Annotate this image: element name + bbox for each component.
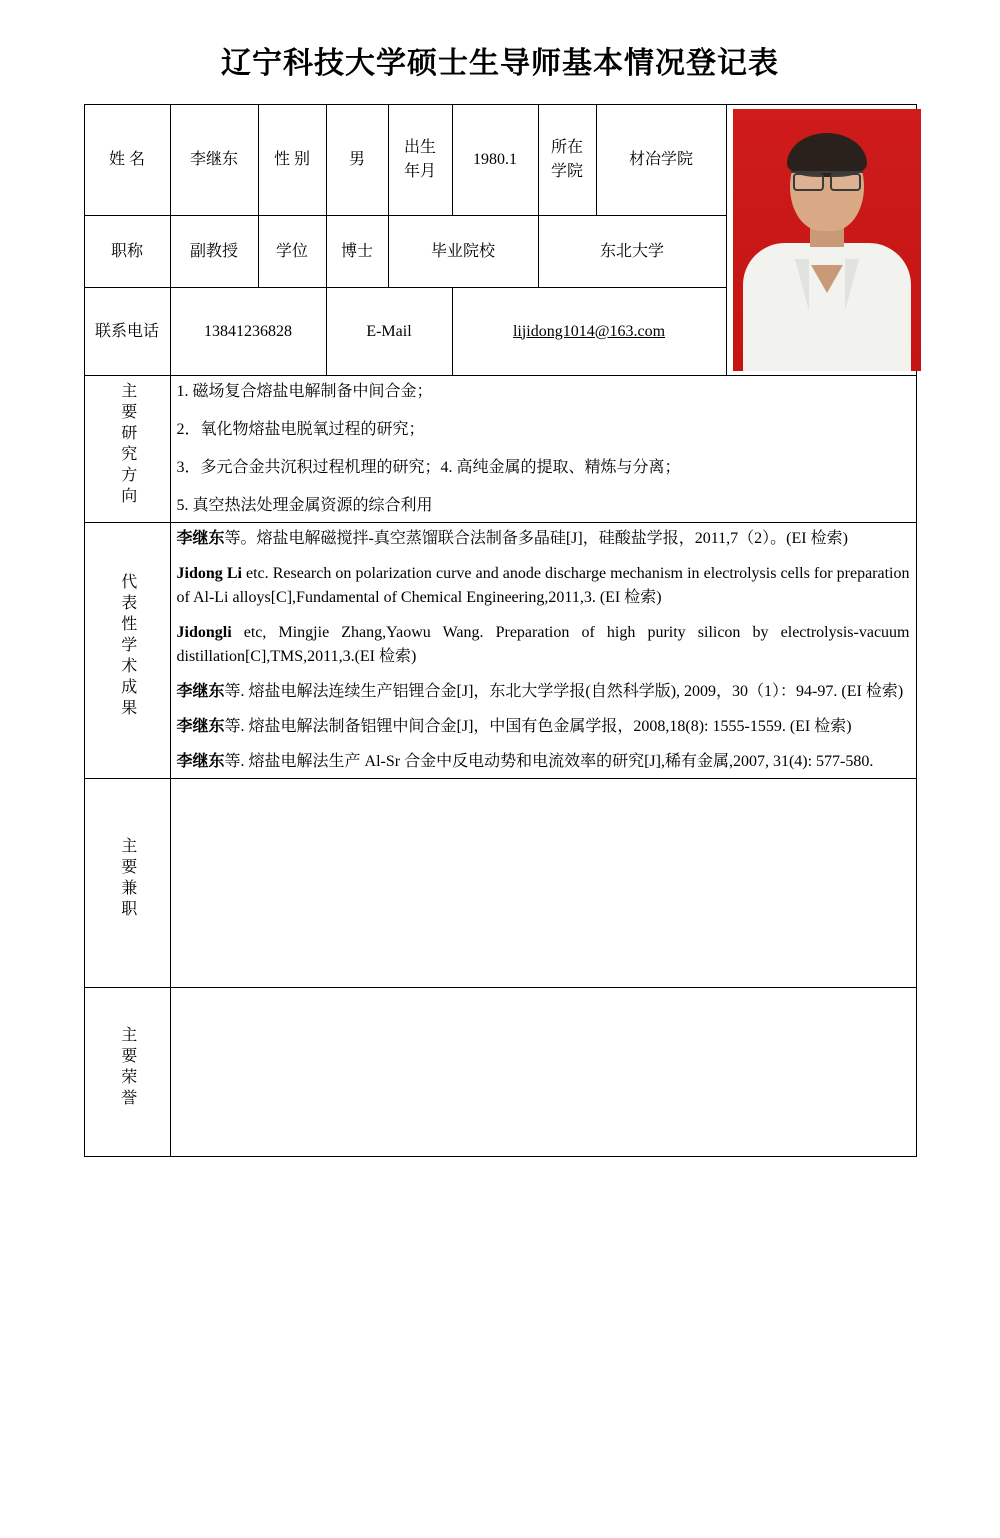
publication-item [177, 715, 910, 739]
email-label: E-Mail [326, 288, 452, 376]
birth-value: 1980.1 [452, 105, 538, 216]
table-row-research [84, 376, 916, 523]
publication-item [177, 562, 910, 610]
birth-label-line2: 年月 [403, 163, 436, 180]
photo-shirt [743, 243, 911, 371]
avatar-photo [733, 109, 921, 371]
job-title-value: 副教授 [170, 216, 258, 288]
document-page [0, 38, 1000, 1538]
photo-collar-left [795, 259, 809, 311]
publication-item [177, 750, 910, 774]
publication-text: 等. 熔盐电解法制备铝锂中间合金[J]，中国有色金属学报，2008,18(8): 1555-1559. (EI 检索) [224, 718, 852, 735]
honors-label-text: 主要荣誉 [118, 1026, 136, 1110]
publication-text: 等. 熔盐电解法连续生产铝锂合金[J]，东北大学学报(自然科学版), 2009，30（1）：94-97. (EI 检索) [224, 683, 904, 700]
research-item: 2．氧化物熔盐电脱氧过程的研究； [176, 421, 425, 438]
phone-label: 联系电话 [84, 288, 170, 376]
school-label: 毕业院校 [388, 216, 538, 288]
gender-label: 性 别 [258, 105, 326, 216]
phone-value: 13841236828 [170, 288, 326, 376]
name-value: 李继东 [170, 105, 258, 216]
college-value: 材冶学院 [596, 105, 726, 216]
research-item: 1. 磁场复合熔盐电解制备中间合金； [176, 383, 433, 400]
birth-label [388, 105, 452, 216]
publication-text: 等。熔盐电解磁搅拌-真空蒸馏联合法制备多晶硅[J]，硅酸盐学报，2011,7（2）。(EI 检索) [224, 530, 848, 547]
publications-label-text: 代表性学术成果 [118, 573, 136, 720]
gender-value: 男 [326, 105, 388, 216]
research-content [170, 376, 916, 523]
research-label [84, 376, 170, 523]
degree-value: 博士 [326, 216, 388, 288]
publication-author: 李继东 [176, 753, 225, 770]
registration-form-table [84, 104, 917, 1157]
research-label-text: 主要研究方向 [118, 382, 136, 508]
publication-text: 等. 熔盐电解法生产 Al-Sr 合金中反电动势和电流效率的研究[J],稀有金属,2007, 31(4): 577-580. [224, 753, 874, 770]
photo-cell [726, 105, 916, 376]
table-row-publications [84, 523, 916, 779]
table-row-parttime [84, 779, 916, 988]
publication-text: etc. Research on polarization curve and anode discharge mechanism in electrolysis cells for preparation of Al-Li alloys[C],Fundamental of Chemical Engineering,2011,3. (EI 检索) [176, 565, 910, 606]
college-label [538, 105, 596, 216]
parttime-label-text: 主要兼职 [118, 837, 136, 921]
parttime-label [84, 779, 170, 988]
publication-item [177, 621, 910, 669]
school-value: 东北大学 [538, 216, 726, 288]
birth-label-line1: 出生 [403, 139, 436, 156]
publication-text: etc, Mingjie Zhang,Yaowu Wang. Preparation of high purity silicon by electrolysis-vacuum distillation[C],TMS,2011,3.(EI 检索) [176, 624, 910, 665]
photo-collar-right [845, 259, 859, 311]
honors-label [84, 988, 170, 1157]
publication-author: 李继东 [176, 530, 225, 547]
email-value[interactable] [452, 288, 726, 376]
college-label-line1: 所在 [550, 139, 583, 156]
name-label: 姓 名 [84, 105, 170, 216]
glasses-icon [791, 171, 863, 189]
page-title: 辽宁科技大学硕士生导师基本情况登记表 [221, 47, 779, 80]
publications-label [84, 523, 170, 779]
photo-neckline [811, 265, 843, 293]
research-item: 5. 真空热法处理金属资源的综合利用 [176, 497, 433, 514]
table-row-basic-1 [84, 105, 916, 216]
email-link[interactable]: lijidong1014@163.com [512, 322, 666, 340]
publications-content [170, 523, 916, 779]
publication-author: 李继东 [176, 683, 225, 700]
publication-author: Jidongli [176, 624, 232, 641]
honors-content[interactable] [170, 988, 916, 1157]
publication-item [177, 680, 910, 704]
research-item: 3．多元合金共沉积过程机理的研究；4. 高纯金属的提取、精炼与分离； [176, 459, 681, 476]
publication-author: Jidong Li [176, 565, 242, 582]
degree-label: 学位 [258, 216, 326, 288]
job-title-label: 职称 [84, 216, 170, 288]
publication-item [177, 527, 910, 551]
table-row-honors [84, 988, 916, 1157]
parttime-content[interactable] [170, 779, 916, 988]
college-label-line2: 学院 [550, 163, 583, 180]
publication-author: 李继东 [176, 718, 225, 735]
